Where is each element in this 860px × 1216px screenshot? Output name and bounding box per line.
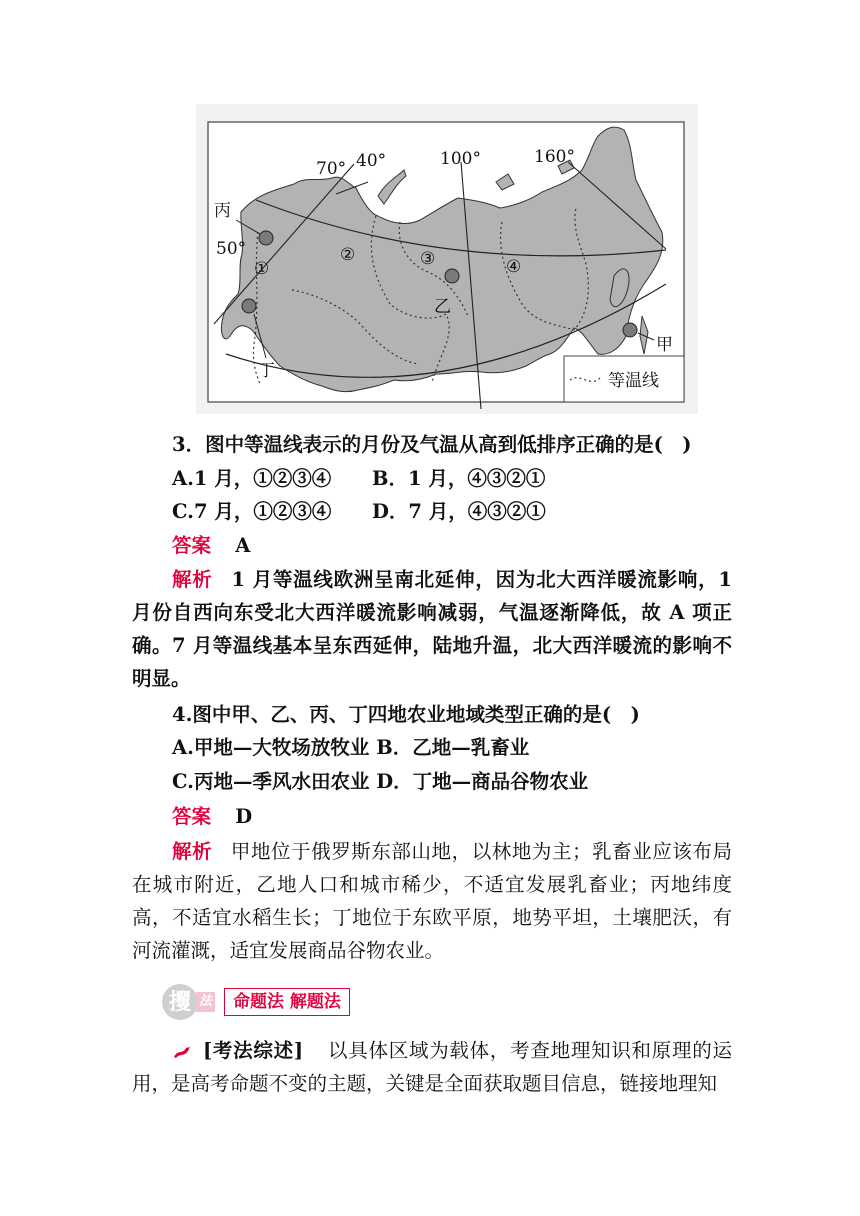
answer-label: 答案 — [172, 534, 212, 557]
pen-icon — [172, 1045, 192, 1059]
label-region-3: ③ — [420, 249, 436, 269]
label-region-2: ② — [340, 245, 356, 265]
banner-title: 命题法 解题法 — [224, 988, 350, 1016]
q3-answer — [172, 529, 860, 562]
label-region-1: ① — [254, 259, 270, 279]
banner-tag: 法 — [196, 992, 215, 1012]
label-jia: 甲 — [656, 335, 673, 355]
analysis-label: 解析 — [172, 840, 213, 863]
q4-answer — [172, 800, 860, 833]
label-region-4: ④ — [506, 257, 522, 277]
label-100: 100° — [440, 149, 481, 169]
q3-analysis — [132, 563, 732, 695]
label-70: 70° — [316, 159, 347, 179]
point-yi — [445, 269, 459, 283]
russia-isotherm-map — [196, 104, 698, 414]
answer-label: 答案 — [172, 805, 212, 828]
point-jia — [623, 323, 637, 337]
q3-option-b: B．1 月，④③②① — [372, 467, 546, 490]
q4-analysis — [132, 835, 732, 967]
banner-seal: 攫 — [162, 984, 198, 1020]
summary-label: [考法综述] — [202, 1039, 304, 1062]
q3-option-d: D．7 月，④③②① — [372, 500, 546, 523]
label-ding: 丁 — [258, 361, 275, 381]
q3-stem: 3．图中等温线表示的月份及气温从高到低排序正确的是( ) — [172, 433, 692, 456]
label-bing: 丙 — [214, 201, 231, 221]
analysis-text: 甲地位于俄罗斯东部山地，以林地为主；乳畜业应该布局在城市附近，乙地人口和城市稀少，不适宜发展乳畜业；丙地纬度高，不适宜水稻生长；丁地位于东欧平原，地势平坦，土壤肥沃，有河流灌溉，适宜发展商品谷物农业。 — [132, 840, 732, 962]
point-ding — [242, 299, 256, 313]
label-50: 50° — [216, 239, 247, 259]
q4-options-cd: C.丙地—季风水田农业 D．丁地—商品谷物农业 — [172, 770, 589, 793]
label-yi: 乙 — [434, 297, 451, 317]
point-bing — [259, 231, 273, 245]
summary-text: 以具体区域为载体，考查地理知识和原理的运用，是高考命题不变的主题，关键是全面获取题目信息，链接地理知 — [132, 1039, 732, 1095]
label-40: 40° — [356, 151, 387, 171]
answer-value: D — [235, 805, 253, 828]
q3-option-a: A.1 月，①②③④ — [172, 467, 332, 490]
summary-paragraph — [132, 1034, 732, 1100]
answer-value: A — [235, 534, 251, 557]
label-160: 160° — [534, 147, 575, 167]
legend-label: 等温线 — [608, 371, 659, 391]
q4-options-ab: A.甲地—大牧场放牧业 B．乙地—乳畜业 — [172, 736, 530, 759]
analysis-label: 解析 — [172, 568, 213, 591]
q3-option-c: C.7 月，①②③④ — [172, 500, 332, 523]
analysis-text: 1 月等温线欧洲呈南北延伸，因为北大西洋暖流影响，1 月份自西向东受北大西洋暖流影响减弱，气温逐渐降低，故 A 项正确。7 月等温线基本呈东西延伸，陆地升温，北大西洋暖流的影响不明显。 — [132, 568, 732, 690]
q4-stem: 4.图中甲、乙、丙、丁四地农业地域类型正确的是( ) — [172, 703, 640, 726]
